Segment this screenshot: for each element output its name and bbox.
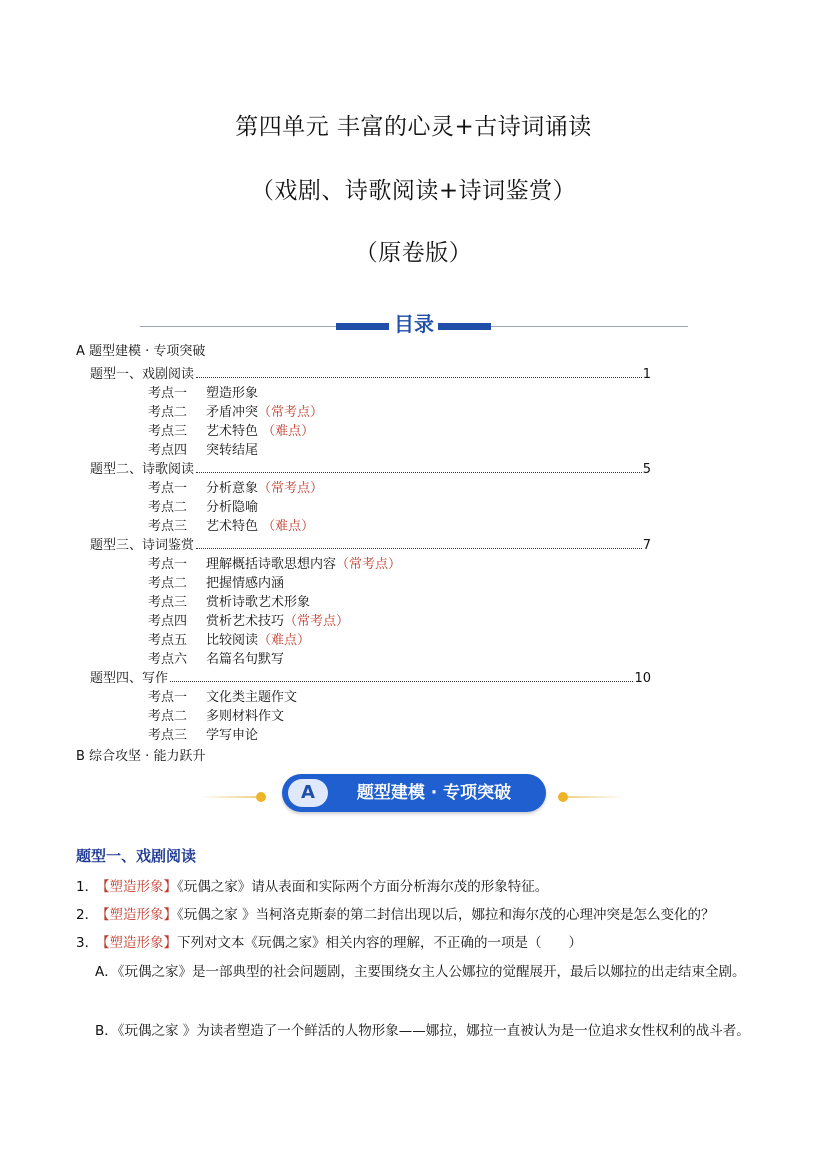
question-text: 《玩偶之家》请从表面和实际两个方面分析海尔茂的形象特征。 <box>177 879 549 895</box>
toc-point[interactable] <box>148 631 310 650</box>
question-number: 1． <box>76 879 99 895</box>
banner-line-left <box>200 796 256 798</box>
toc-type-label: 题型二、诗歌阅读 <box>90 462 195 477</box>
question-tag: 【塑造形象】 <box>96 907 177 923</box>
question-number: 2． <box>76 907 99 923</box>
toc-point-num: 考点二 <box>148 576 188 591</box>
section-banner-title: 题型建模 · 专项突破 <box>356 783 512 803</box>
toc-point[interactable] <box>148 517 314 536</box>
question-text: 下列对文本《玩偶之家》相关内容的理解，不正确的一项是（ ） <box>177 935 582 951</box>
toc-point-text: 赏析艺术技巧 <box>206 614 285 629</box>
toc-leader-dots <box>196 548 642 549</box>
toc-point-num: 考点一 <box>148 386 188 401</box>
toc-point-text: 学写申论 <box>206 728 259 743</box>
banner-dot-right <box>558 792 568 802</box>
toc-point[interactable] <box>148 479 323 498</box>
toc-leader-dots <box>196 377 642 378</box>
toc-point-num: 考点三 <box>148 424 188 439</box>
toc-point[interactable] <box>148 688 297 707</box>
document-title: 第四单元 丰富的心灵+古诗词诵读 <box>235 114 592 140</box>
toc-point[interactable] <box>148 593 310 612</box>
toc-point-tag: （难点） <box>258 633 311 648</box>
section-badge: A <box>288 779 328 807</box>
toc-heading: 目录 <box>394 312 434 336</box>
question-text: 《玩偶之家 》当柯洛克斯泰的第二封信出现以后，娜拉和海尔茂的心理冲突是怎么变化的？ <box>177 907 715 923</box>
toc-type-3[interactable] <box>90 536 651 555</box>
toc-type-label: 题型四、写作 <box>90 671 169 686</box>
toc-divider-left <box>140 326 336 327</box>
toc-point-text: 分析意象 <box>206 481 259 496</box>
toc-point-text: 赏析诗歌艺术形象 <box>206 595 311 610</box>
toc-type-label: 题型三、诗词鉴赏 <box>90 538 195 553</box>
question-2 <box>76 906 715 925</box>
question-tag: 【塑造形象】 <box>96 935 177 951</box>
toc-point-text: 把握情感内涵 <box>206 576 285 591</box>
toc-point-text: 艺术特色 <box>206 424 259 439</box>
option-a: A．《玩偶之家》是一部典型的社会问题剧，主要围绕女主人公娜拉的觉醒展开，最后以娜拉的出走结束全剧。 <box>95 964 746 980</box>
toc-point[interactable] <box>148 574 284 593</box>
toc-point[interactable] <box>148 384 258 403</box>
toc-page-number: 10 <box>634 671 651 686</box>
toc-point-num: 考点五 <box>148 633 188 648</box>
toc-point-num: 考点六 <box>148 652 188 667</box>
toc-point-tag: （常考点） <box>336 557 402 572</box>
toc-point[interactable] <box>148 441 258 460</box>
toc-point[interactable] <box>148 612 349 631</box>
toc-point-text: 艺术特色 <box>206 519 259 534</box>
section-heading: 题型一、戏剧阅读 <box>76 847 197 865</box>
toc-point[interactable] <box>148 422 314 441</box>
toc-point-num: 考点二 <box>148 405 188 420</box>
toc-point-tag: （常考点） <box>284 614 350 629</box>
toc-point-num: 考点四 <box>148 443 188 458</box>
toc-point[interactable] <box>148 726 258 745</box>
toc-page-number: 1 <box>642 367 651 382</box>
toc-point-text: 分析隐喻 <box>206 500 259 515</box>
toc-point-text: 名篇名句默写 <box>206 652 285 667</box>
toc-point[interactable] <box>148 403 323 422</box>
toc-bar-left <box>336 323 389 330</box>
toc-point[interactable] <box>148 555 401 574</box>
toc-point-text: 矛盾冲突 <box>206 405 259 420</box>
toc-point-num: 考点四 <box>148 614 188 629</box>
toc-point-num: 考点二 <box>148 709 188 724</box>
question-number: 3． <box>76 935 99 951</box>
toc-point-num: 考点二 <box>148 500 188 515</box>
toc-bar-right <box>438 323 491 330</box>
toc-point-text: 塑造形象 <box>206 386 259 401</box>
toc-type-2[interactable] <box>90 460 651 479</box>
question-3 <box>76 934 582 953</box>
toc-leader-dots <box>196 472 642 473</box>
toc-point[interactable] <box>148 650 284 669</box>
toc-type-4[interactable] <box>90 669 651 688</box>
toc-page-number: 7 <box>642 538 651 553</box>
toc-section-a[interactable]: A 题型建模 · 专项突破 <box>76 344 206 359</box>
toc-type-1[interactable] <box>90 365 651 384</box>
toc-point-text: 多则材料作文 <box>206 709 285 724</box>
toc-point-num: 考点一 <box>148 690 188 705</box>
toc-type-label: 题型一、戏剧阅读 <box>90 367 195 382</box>
toc-section-b[interactable]: B 综合攻坚 · 能力跃升 <box>76 749 206 764</box>
toc-point-text: 比较阅读 <box>206 633 259 648</box>
toc-point-num: 考点三 <box>148 519 188 534</box>
toc-point-num: 考点三 <box>148 728 188 743</box>
toc-point-text: 理解概括诗歌思想内容 <box>206 557 337 572</box>
banner-line-right <box>568 796 624 798</box>
toc-point-tag: （难点） <box>258 519 315 534</box>
toc-point[interactable] <box>148 707 284 726</box>
toc-point[interactable] <box>148 498 258 517</box>
toc-divider-right <box>491 326 688 327</box>
toc-point-tag: （难点） <box>258 424 315 439</box>
question-1 <box>76 878 548 897</box>
toc-point-num: 考点一 <box>148 557 188 572</box>
toc-point-num: 考点三 <box>148 595 188 610</box>
toc-page-number: 5 <box>642 462 651 477</box>
question-tag: 【塑造形象】 <box>96 879 177 895</box>
toc-leader-dots <box>170 681 633 682</box>
toc-point-text: 文化类主题作文 <box>206 690 298 705</box>
document-edition: （原卷版） <box>354 240 473 266</box>
toc-point-tag: （常考点） <box>258 481 324 496</box>
toc-point-text: 突转结尾 <box>206 443 259 458</box>
banner-dot-left <box>256 792 266 802</box>
option-b: B．《玩偶之家 》为读者塑造了一个鲜活的人物形象——娜拉，娜拉一直被认为是一位追求女性权利的战斗者。 <box>95 1023 750 1039</box>
toc-point-tag: （常考点） <box>258 405 324 420</box>
toc-point-num: 考点一 <box>148 481 188 496</box>
document-subtitle: （戏剧、诗歌阅读+诗词鉴赏） <box>250 178 577 204</box>
